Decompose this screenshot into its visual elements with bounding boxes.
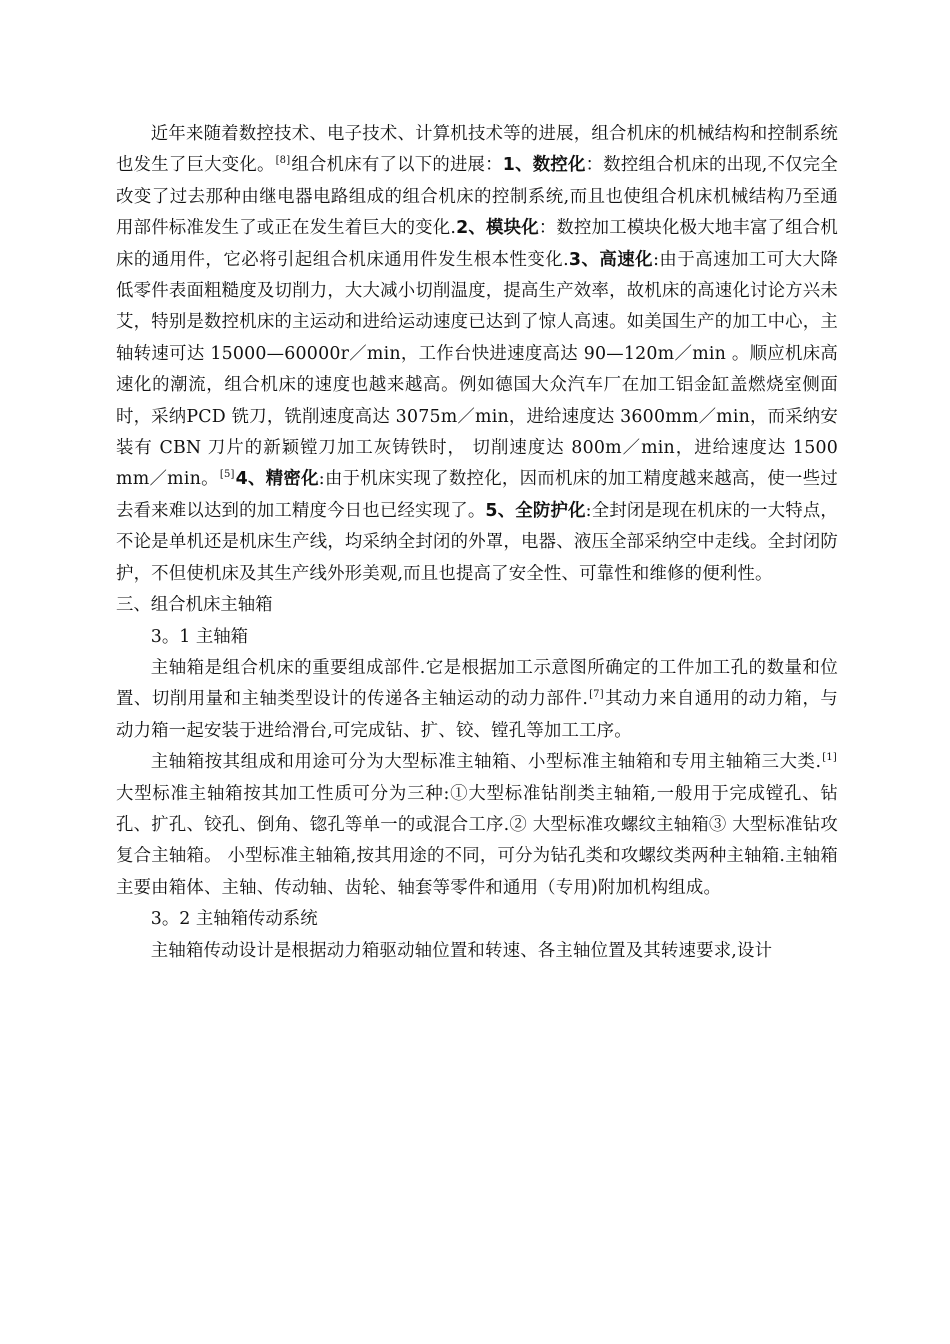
- subsection-heading: 3。2 主轴箱传动系统: [150, 909, 318, 930]
- paragraph-spindle-types: [116, 747, 838, 904]
- body-text: ：数控加工模块化极大地丰富了组合机床的通用件，它必将引起组合机床通用件发生根本性变化.: [116, 218, 839, 270]
- body-text: :全封闭是现在机床的一大特点，不论是单机还是机床生产线，均采纳全封闭的外罩，电器、液压全部采纳空中走线。全封闭防护，不但使机床及其生产线外形美观,而且也提高了安全性、可靠性和维修的便利性。: [116, 500, 839, 584]
- body-text: 主轴箱传动设计是根据动力箱驱动轴位置和转速、各主轴位置及其转速要求,设计: [150, 940, 773, 961]
- body-text: 大型标准主轴箱按其加工性质可分为三种:①大型标准钻削类主轴箱,一般用于完成镗孔、钻孔、扩孔、铰孔、倒角、锪孔等单一的或混合工序.② 大型标准攻螺纹主轴箱③ 大型标准钻攻复合主轴箱。 小型标准主轴箱,按其用途的不同，可分为钻孔类和攻螺纹类两种主轴箱.主轴箱主要由箱体、主轴、传动轴、齿轮、轴套等零件和通用（专用)附加机构组成。: [116, 783, 838, 898]
- body-text: 组合机床有了以下的进展：: [291, 155, 503, 176]
- body-text: 主轴箱按其组成和用途可分为大型标准主轴箱、小型标准主轴箱和专用主轴箱三大类.: [150, 752, 822, 773]
- body-text: 其动力来自通用的动力箱，与动力箱一起安装于进给滑台,可完成钻、扩、铰、镗孔等加工工序。: [116, 689, 838, 741]
- body-text: 近年来随着数控技术、电子技术、计算机技术等的进展，组合机床的机械结构和控制系统也发生了巨大变化。: [116, 124, 838, 176]
- paragraph-progress: [116, 119, 838, 590]
- body-text: :由于机床实现了数控化，因而机床的加工精度越来越高，使一些过去看来难以达到的加工精度今日也已经实现了。: [116, 469, 838, 521]
- section-heading: 三、组合机床主轴箱: [116, 595, 273, 616]
- paragraph-spindle-box: [116, 653, 838, 747]
- paragraph-transmission: [116, 936, 838, 967]
- bold-keyword: 3、高速化: [568, 249, 654, 270]
- bold-keyword: 2、模块化: [456, 218, 539, 239]
- citation-ref: [5]: [219, 469, 235, 481]
- body-text: :由于高速加工可大大降低零件表面粗糙度及切削力，大大减小切削温度，提高生产效率，故机床的高速化讨论方兴未艾，特别是数控机床的主运动和进给运动速度已达到了惊人高速。如美国生产的加工中心，主轴转速可达 15000—60000r／min，工作台快进速度高达 90—120m／min 。顺应机床高速化的潮流，组合机床的速度也越来越高。例如德国大众汽车厂在加工铝金缸盖燃烧室侧面时，采纳PCD 铣刀，铣削速度高达 3075m／min，进给速度达 3600mm／min，而采纳安装有 CBN 刀片的新颖镗刀加工灰铸铁时， 切削速度达 800m／min，进给速度达 1500 mm／min。: [116, 249, 839, 490]
- bold-keyword: 1、数控化: [502, 155, 586, 176]
- document-page: [116, 119, 838, 967]
- bold-keyword: 5、全防护化: [485, 500, 586, 521]
- body-text: 主轴箱是组合机床的重要组成部件.它是根据加工示意图所确定的工件加工孔的数量和位置、切削用量和主轴类型设计的传递各主轴运动的动力部件.: [116, 657, 838, 710]
- subsection-heading: 3。1 主轴箱: [150, 626, 249, 647]
- citation-ref: [1]: [822, 752, 837, 764]
- body-text: ：数控组合机床的出现,不仅完全改变了过去那种由继电器电路组成的组合机床的控制系统,而且也使组合机床机械结构乃至通用部件标准发生了或正在发生着巨大的变化.: [116, 155, 838, 239]
- bold-keyword: 4、精密化: [235, 469, 319, 490]
- citation-ref: [8]: [275, 155, 291, 167]
- citation-ref: [7]: [589, 689, 604, 701]
